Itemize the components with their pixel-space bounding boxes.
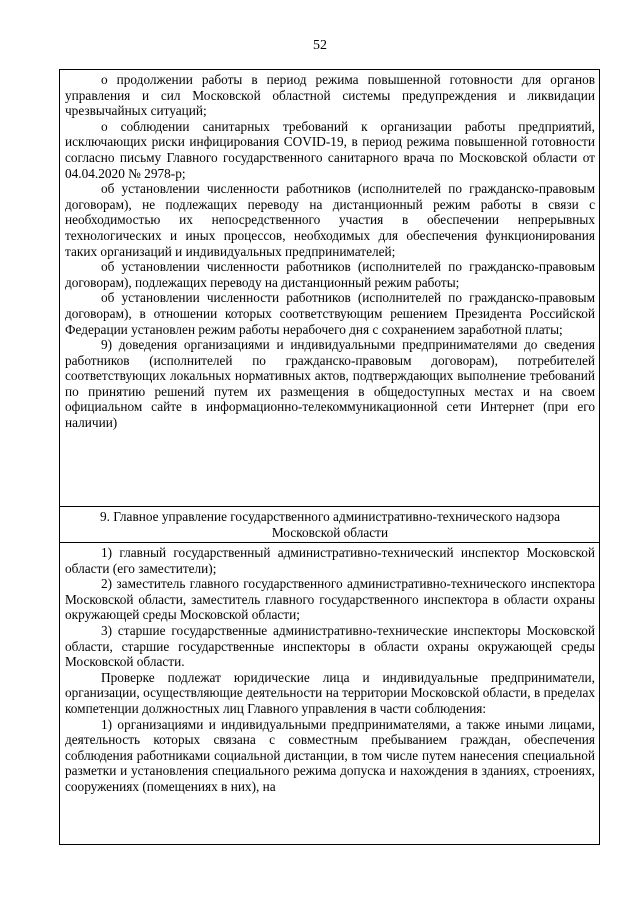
paragraph: 2) заместитель главного государственного административно-технического инспектора Московской области, заместитель главного государственного инспектора в области охраны окружающей среды Московской области; bbox=[65, 576, 595, 623]
page-number: 52 bbox=[313, 38, 327, 53]
paragraph: об установлении численности работников (исполнителей по гражданско-правовым договорам), в отношении которых соответствующим решением Президента Российской Федерации установлен режим работы нерабочего дня с сохранением заработной платы; bbox=[65, 290, 595, 337]
paragraph: об установлении численности работников (исполнителей по гражданско-правовым договорам), не подлежащих переводу на дистанционный режим работы в связи с необходимостью их непосредственного участия в обеспечении непрерывных технологических и иных процессов, необходимых для обеспечения функционирования таких организаций и индивидуальных предпринимателей; bbox=[65, 181, 595, 259]
table-cell-section-heading bbox=[60, 506, 599, 542]
paragraph: Проверке подлежат юридические лица и индивидуальные предприниматели, организации, осуществляющие деятельности на территории Московской области, в пределах компетенции должностных лиц Главного управления в части соблюдения: bbox=[65, 669, 595, 716]
section-heading: 9. Главное управление государственного административно-технического надзора Московской области bbox=[99, 509, 561, 540]
paragraph: о соблюдении санитарных требований к организации работы предприятий, исключающих риски инфицирования COVID-19, в период режима повышенной готовности согласно письму Главного государственного санитарного врача по Московской области от 04.04.2020 № 2978-р; bbox=[65, 118, 595, 181]
paragraph: 1) главный государственный административно-технический инспектор Московской области (его заместители); bbox=[65, 545, 595, 576]
table-cell-section-body bbox=[60, 542, 599, 844]
document-table bbox=[59, 69, 600, 845]
paragraph: об установлении численности работников (исполнителей по гражданско-правовым договорам), подлежащих переводу на дистанционный режим работы; bbox=[65, 259, 595, 290]
paragraph: 3) старшие государственные административно-технические инспекторы Московской области, старшие государственные инспекторы в области охраны окружающей среды Московской области. bbox=[65, 622, 595, 670]
table-cell-measures bbox=[60, 70, 599, 506]
paragraph: о продолжении работы в период режима повышенной готовности для органов управления и сил Московской областной системы предупреждения и ликвидации чрезвычайных ситуаций; bbox=[65, 72, 595, 119]
paragraph: 9) доведения организациями и индивидуальными предпринимателями до сведения работников (исполнителей по гражданско-правовым договорам), потребителей соответствующих локальных нормативных актов, подтверждающих выполнение требований по принятию решений путем их размещения в общедоступных местах и на своем официальном сайте в информационно-телекоммуникационной сети Интернет (при его наличии) bbox=[65, 337, 595, 431]
paragraph: 1) организациями и индивидуальными предпринимателями, а также иными лицами, деятельность которых связана с совместным пребыванием граждан, обеспечения соблюдения работниками социальной дистанции, в том числе путем нанесения специальной разметки и установления специального режима допуска и нахождения в зданиях, строениях, сооружениях (помещениях в них), на bbox=[65, 716, 595, 794]
